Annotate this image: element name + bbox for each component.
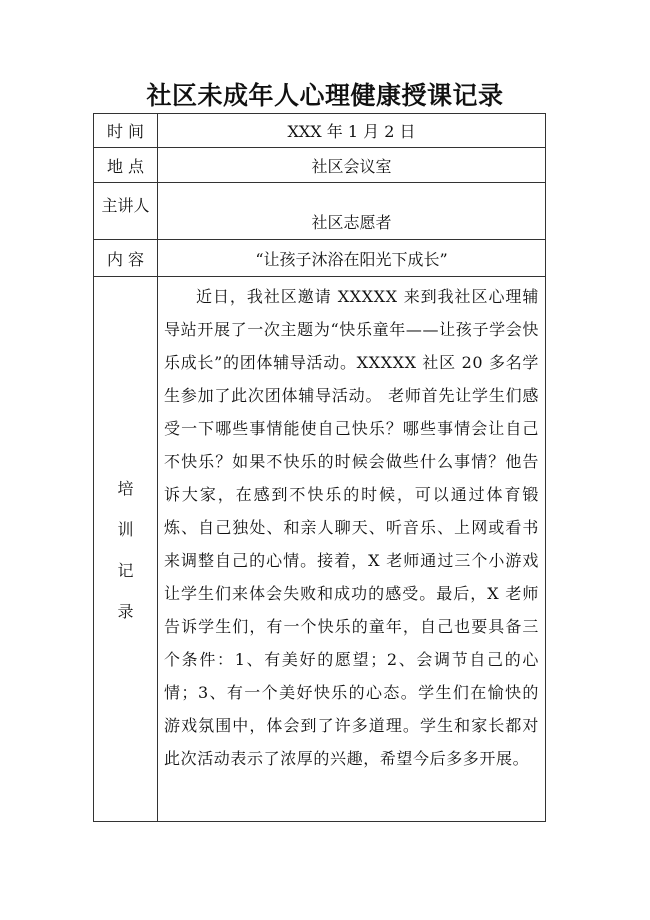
place-row bbox=[94, 148, 546, 183]
record-row bbox=[94, 277, 546, 822]
content-row bbox=[94, 240, 546, 277]
record-label-char: 记 bbox=[117, 561, 134, 580]
place-value: 社区会议室 bbox=[158, 148, 546, 183]
speaker-value: 社区志愿者 bbox=[158, 183, 546, 240]
speaker-row bbox=[94, 183, 546, 240]
content-label: 内 容 bbox=[94, 240, 158, 277]
content-value: “让孩子沐浴在阳光下成长” bbox=[158, 240, 546, 277]
time-value: XXX 年 1 月 2 日 bbox=[158, 114, 546, 148]
place-label: 地 点 bbox=[94, 148, 158, 183]
time-row bbox=[94, 114, 546, 148]
record-table bbox=[93, 113, 546, 822]
record-label-char: 培 bbox=[117, 479, 134, 498]
document-title: 社区未成年人心理健康授课记录 bbox=[146, 81, 504, 110]
record-label-char: 训 bbox=[117, 520, 134, 539]
record-label-char: 录 bbox=[117, 602, 134, 621]
record-text: 近日，我社区邀请 XXXXX 来到我社区心理辅导站开展了一次主题为“快乐童年——让孩子学会快乐成长”的团体辅导活动。XXXXX 社区 20 多名学生参加了此次团体辅导活动。 老师首先让学生们感受一下哪些事情能使自己快乐？哪些事情会让自己不快乐？如果不快乐的时候会做些什么事情？他告诉大家，在感到不快乐的时候，可以通过体育锻炼、自己独处、和亲人聊天、听音乐、上网或看书来调整自己的心情。接着，X 老师通过三个小游戏让学生们来体会失败和成功的感受。最后，X 老师告诉学生们，有一个快乐的童年，自己也要具备三个条件：1、有美好的愿望；2、会调节自己的心情；3、有一个美好快乐的心态。学生们在愉快的游戏氛围中，体会到了许多道理。学生和家长都对此次活动表示了浓厚的兴趣，希望今后多多开展。 bbox=[158, 277, 546, 822]
record-label bbox=[94, 277, 158, 822]
time-label: 时 间 bbox=[94, 114, 158, 148]
speaker-label: 主讲人 bbox=[94, 183, 158, 240]
